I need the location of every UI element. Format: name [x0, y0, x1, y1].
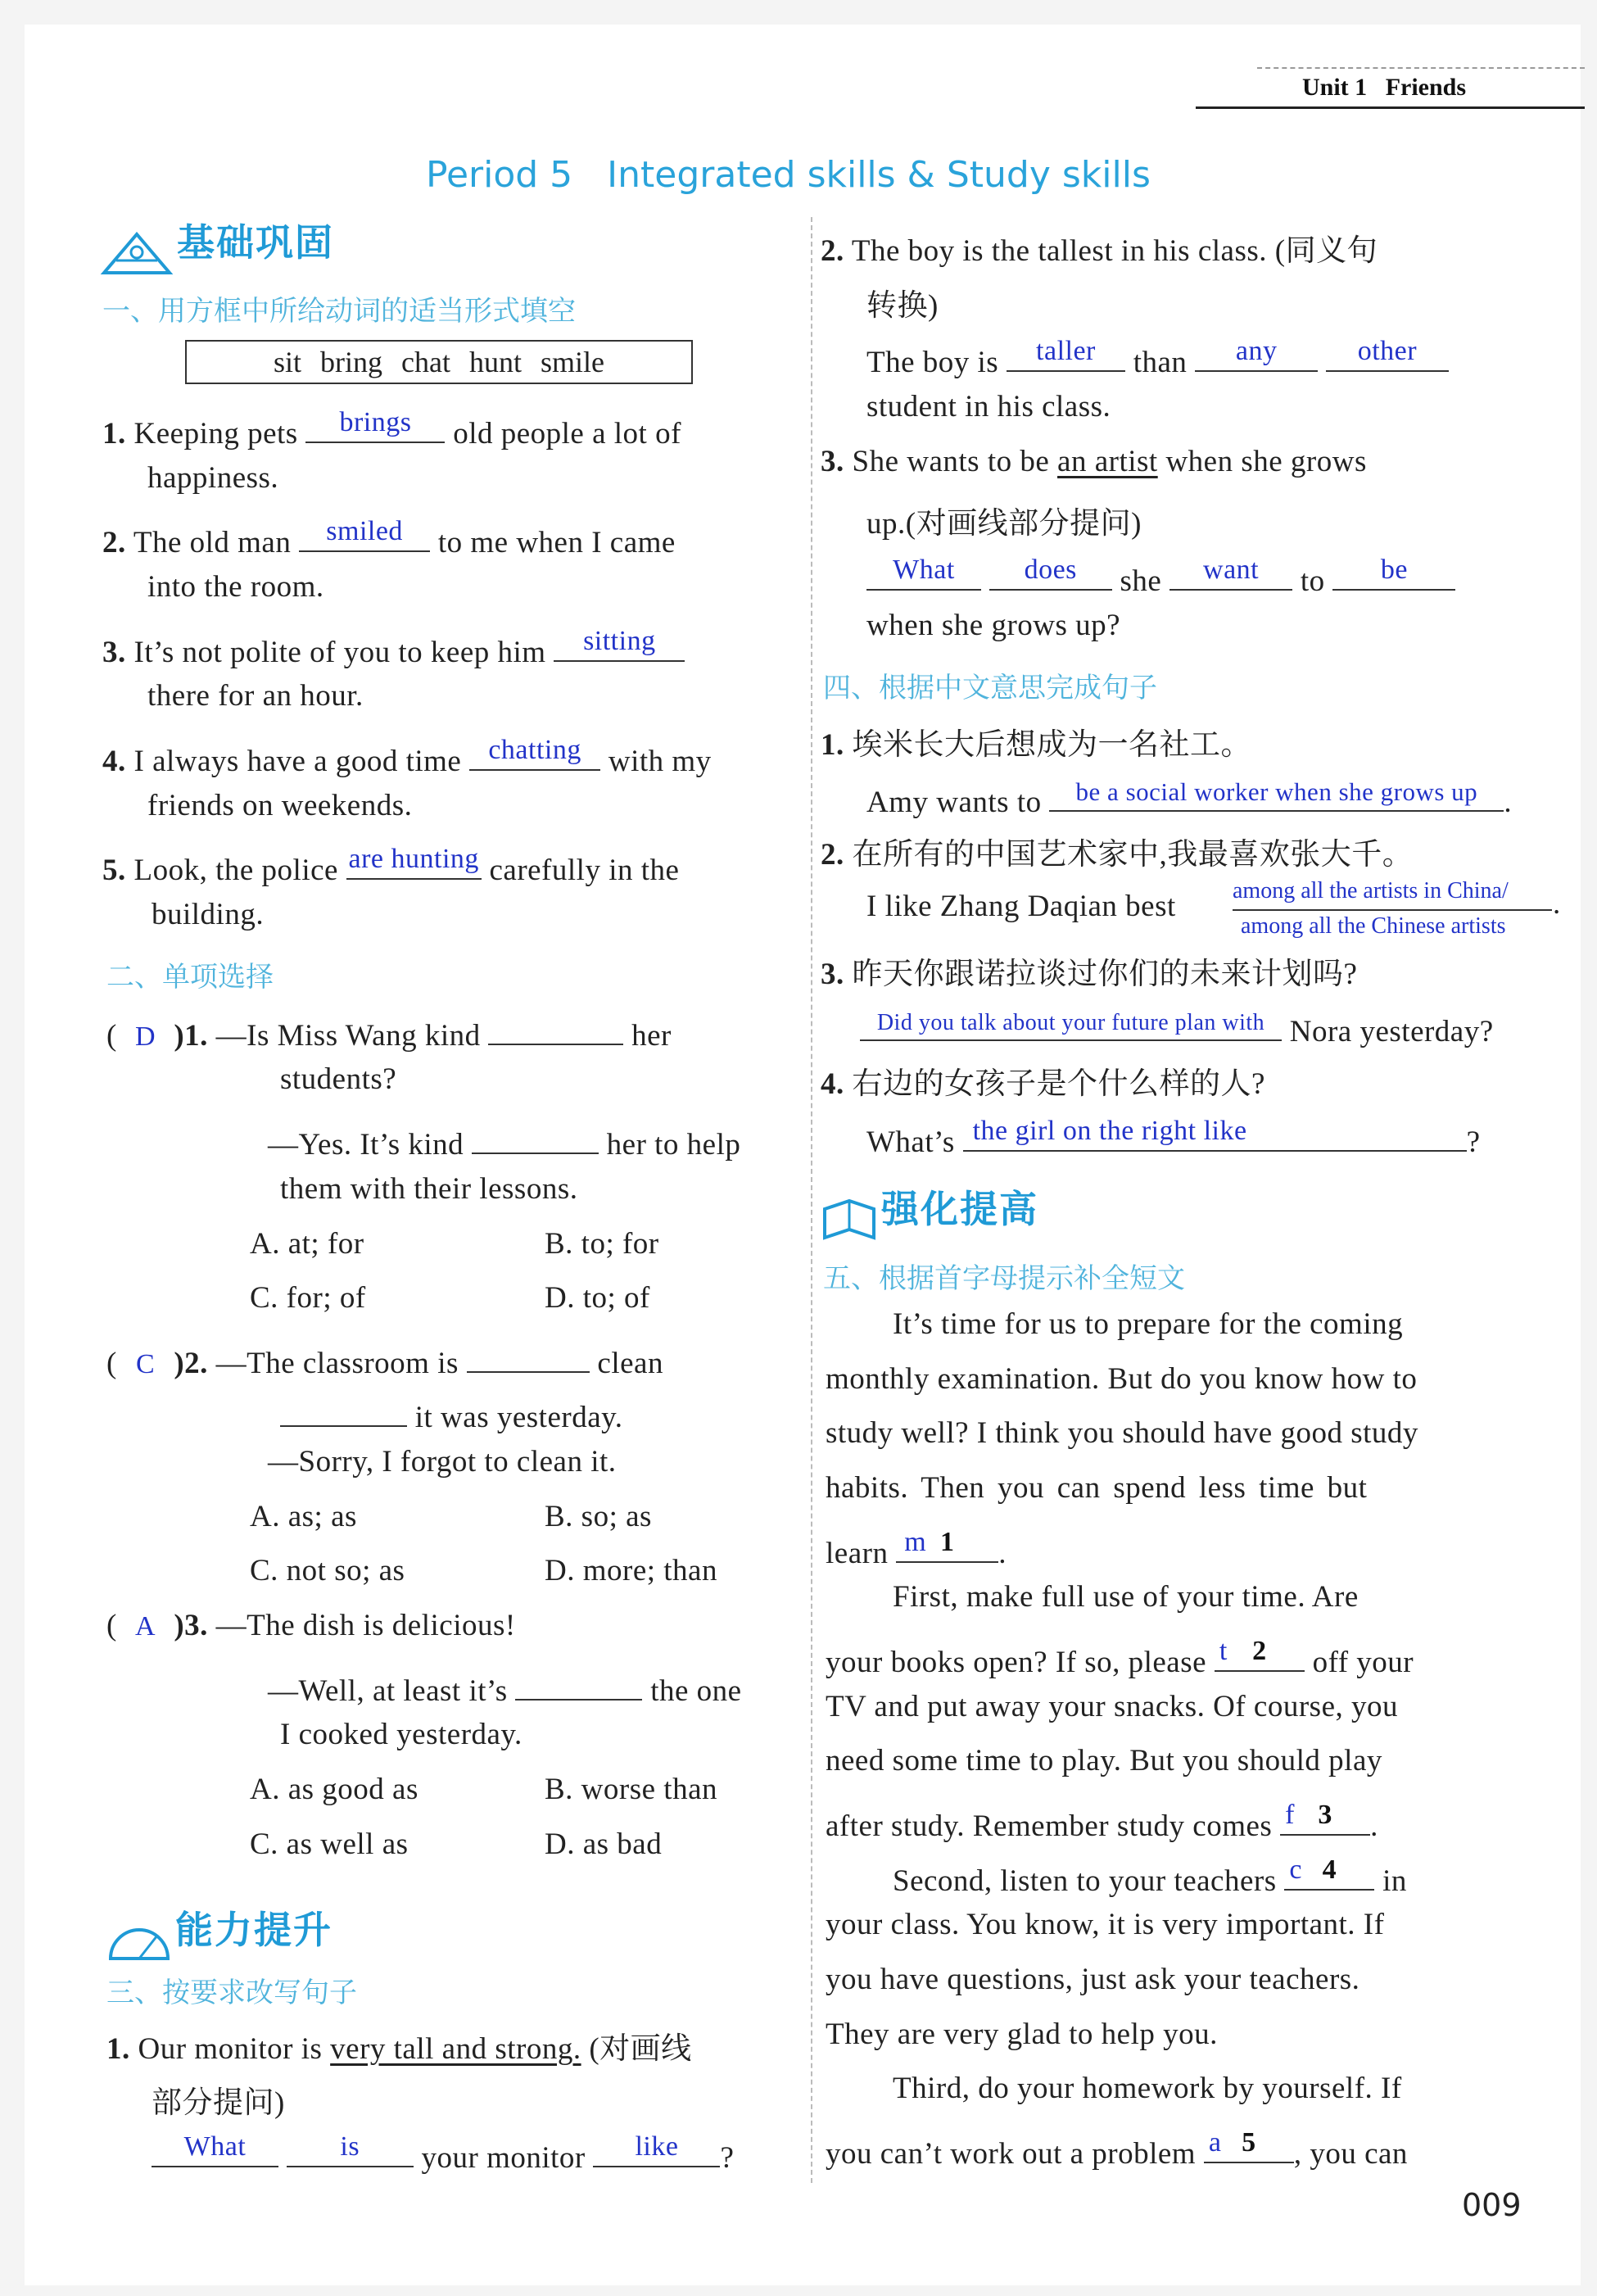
p1-q3-blank[interactable]: sitting — [554, 624, 685, 662]
p1-q3-line2: there for an hour. — [147, 679, 364, 713]
passage-line-15: Third, do your homework by yourself. If — [893, 2072, 1402, 2105]
p2-q2-answer[interactable]: C — [135, 1349, 156, 1379]
p2-q2-line1: ( C )2. —The classroom is clean — [106, 1335, 663, 1381]
p2-q2-opt-c[interactable]: C. not so; as — [250, 1554, 405, 1587]
title-skills: Integrated skills & Study skills — [607, 154, 1151, 196]
passage-blank-4[interactable]: c 4 — [1284, 1853, 1374, 1891]
p4-q4-line1: 4. 右边的女孩子是个什么样的人? — [821, 1067, 1265, 1101]
p1-q5-line1: 5. Look, the police are hunting carefully in the — [102, 844, 680, 887]
p2-q2-blank2[interactable] — [280, 1389, 407, 1427]
ruler-compass-icon — [100, 228, 174, 277]
p3-q1-blank2[interactable]: is — [287, 2130, 414, 2167]
p2-q3-opt-a[interactable]: A. as good as — [250, 1773, 418, 1806]
worksheet-page — [25, 25, 1581, 2285]
banner-strengthen — [821, 1180, 1038, 1242]
section-1-title: 一、用方框中所给动词的适当形式填空 — [102, 295, 576, 328]
passage-line-13: you have questions, just ask your teachers. — [826, 1963, 1360, 1996]
passage-line-12: your class. You know, it is very important. If — [826, 1908, 1385, 1941]
passage-blank-5[interactable]: a 5 — [1204, 2126, 1294, 2163]
p2-q3-line1: ( A )3. —The dish is delicious! — [106, 1609, 516, 1642]
p1-q2-line1: 2. The old man smiled to me when I came — [102, 516, 676, 559]
p2-q2-line3: —Sorry, I forgot to clean it. — [268, 1445, 617, 1479]
p3-q1-blank3[interactable]: like — [593, 2130, 720, 2167]
book-pencil-icon — [821, 1197, 878, 1242]
page-title — [426, 154, 1151, 196]
banner-ability-label: 能力提升 — [175, 1908, 333, 1952]
p2-q1-opt-a[interactable]: A. at; for — [250, 1227, 364, 1261]
p3-q1-blank1[interactable]: What — [152, 2130, 278, 2167]
header-rule-top — [1257, 67, 1585, 69]
p3-q2-blank2[interactable]: any — [1195, 334, 1318, 372]
p1-q1-line2: happiness. — [147, 461, 279, 495]
p2-q1-line2: students? — [280, 1062, 397, 1096]
p4-q3-line1: 3. 昨天你跟诺拉谈过你们的未来计划吗? — [821, 958, 1358, 991]
p1-q5-line2: building. — [152, 898, 265, 931]
passage-line-2: monthly examination. But do you know how to — [826, 1362, 1418, 1396]
p3-q2-line3: The boy is taller than any other — [866, 334, 1449, 380]
header-unit-number: Unit 1 — [1302, 74, 1368, 101]
passage-line-6: First, make full use of your time. Are — [893, 1580, 1359, 1614]
p2-q1-opt-d[interactable]: D. to; of — [545, 1281, 650, 1315]
section-2-title: 二、单项选择 — [106, 961, 274, 994]
p2-q1-blank1[interactable] — [488, 1008, 623, 1045]
p3-q2-blank1[interactable]: taller — [1007, 334, 1125, 372]
p3-q1-line3: What is your monitor like ? — [152, 2130, 734, 2176]
banner-strengthen-label: 强化提高 — [881, 1187, 1038, 1231]
p1-q1-blank[interactable]: brings — [305, 405, 445, 443]
p4-q2-line2: I like Zhang Daqian best — [866, 890, 1176, 923]
p2-q3-line3: I cooked yesterday. — [280, 1718, 523, 1751]
passage-line-11: Second, listen to your teachers c 4 in — [893, 1854, 1407, 1898]
p4-q2-blank[interactable] — [1233, 909, 1552, 911]
p3-q3-blank4[interactable]: be — [1332, 553, 1455, 591]
p3-q2-blank3[interactable]: other — [1326, 334, 1449, 372]
banner-basic — [100, 213, 334, 277]
header-rule — [1196, 106, 1585, 109]
page-number: 009 — [1462, 2187, 1522, 2223]
passage-line-4: habits. Then you can spend less time but — [826, 1471, 1368, 1505]
p4-q2-answer-line1: among all the artists in China/ — [1233, 878, 1509, 903]
passage-blank-1[interactable]: m 1 — [896, 1525, 998, 1563]
p3-q2-line4: student in his class. — [866, 390, 1111, 423]
column-divider — [811, 217, 812, 2183]
p1-q4-line2: friends on weekends. — [147, 789, 413, 822]
p3-q3-line1: 3. She wants to be an artist when she grows — [821, 445, 1367, 478]
p2-q3-line2: —Well, at least it’s the one — [268, 1663, 742, 1709]
p3-q3-blank2[interactable]: does — [989, 553, 1112, 591]
p2-q1-line1: ( D )1. —Is Miss Wang kind her — [106, 1008, 672, 1053]
p2-q1-answer[interactable]: D — [135, 1021, 156, 1052]
p3-q3-line3: What does she want to be — [866, 553, 1455, 599]
passage-line-8: TV and put away your snacks. Of course, you — [826, 1690, 1398, 1723]
p3-q1-line1: 1. Our monitor is very tall and strong. (对画线 — [106, 2032, 692, 2066]
passage-line-9: need some time to play. But you should play — [826, 1744, 1382, 1777]
passage-line-1: It’s time for us to prepare for the coming — [893, 1307, 1404, 1341]
p2-q3-answer[interactable]: A — [135, 1611, 156, 1642]
header-unit-topic: Friends — [1385, 74, 1467, 101]
p2-q3-blank[interactable] — [515, 1663, 642, 1700]
p2-q2-opt-b[interactable]: B. so; as — [545, 1500, 652, 1533]
p4-q4-blank[interactable]: the girl on the right like — [963, 1114, 1467, 1152]
p1-q3-line1: 3. It’s not polite of you to keep him sitting — [102, 624, 685, 670]
p4-q1-blank[interactable]: be a social worker when she grows up — [1049, 774, 1504, 812]
p2-q2-line2: it was yesterday. — [280, 1389, 622, 1435]
passage-blank-2[interactable]: t 2 — [1215, 1634, 1305, 1672]
p4-q2-answer-line2: among all the Chinese artists — [1241, 913, 1506, 939]
p4-q2-line1: 2. 在所有的中国艺术家中,我最喜欢张大千。 — [821, 838, 1414, 872]
p2-q1-opt-b[interactable]: B. to; for — [545, 1227, 659, 1261]
p2-q2-opt-a[interactable]: A. as; as — [250, 1500, 357, 1533]
p1-q2-line2: into the room. — [147, 570, 324, 604]
p2-q1-line3: —Yes. It’s kind her to help — [268, 1116, 740, 1162]
section-5-title: 五、根据首字母提示补全短文 — [823, 1262, 1185, 1295]
p1-q5-blank[interactable]: are hunting — [346, 842, 482, 880]
p4-q1-line2: Amy wants to be a social worker when she grows up . — [866, 774, 1512, 820]
p2-q2-blank1[interactable] — [467, 1335, 590, 1373]
passage-line-10: after study. Remember study comes f 3 . — [826, 1800, 1378, 1843]
p2-q3-opt-d[interactable]: D. as bad — [545, 1827, 663, 1861]
p3-q2-line1: 2. The boy is the tallest in his class. (同义句 — [821, 234, 1378, 268]
p3-q1-line2: 部分提问) — [152, 2086, 285, 2120]
p1-q2-blank[interactable]: smiled — [299, 514, 430, 552]
p4-q3-line2: Did you talk about your future plan with Nora yesterday? — [860, 1003, 1494, 1049]
p4-q2-end: . — [1553, 887, 1561, 921]
passage-line-14: They are very glad to help you. — [826, 2017, 1218, 2051]
p2-q1-blank2[interactable] — [472, 1116, 599, 1154]
p4-q1-line1: 1. 埃米长大后想成为一名社工。 — [821, 728, 1251, 762]
passage-line-3: study well? I think you should have good study — [826, 1416, 1418, 1450]
banner-basic-label: 基础巩固 — [177, 220, 334, 265]
p2-q1-opt-c[interactable]: C. for; of — [250, 1281, 366, 1315]
passage-line-5: learn m 1 . — [826, 1527, 1007, 1570]
p1-q4-blank[interactable]: chatting — [469, 733, 600, 771]
passage-line-16: you can’t work out a problem a 5 , you can — [826, 2127, 1408, 2171]
section-3-title: 三、按要求改写句子 — [106, 1977, 357, 2009]
banner-ability — [106, 1900, 333, 1963]
word-box: sit bring chat hunt smile — [185, 340, 693, 384]
section-4-title: 四、根据中文意思完成句子 — [823, 672, 1157, 704]
p1-q1-line1: 1. Keeping pets brings old people a lot of — [102, 407, 681, 451]
p2-q2-opt-d[interactable]: D. more; than — [545, 1554, 717, 1587]
header-unit — [1302, 74, 1466, 102]
p3-q3-line2: up.(对画线部分提问) — [866, 507, 1142, 541]
p1-q4-line1: 4. I always have a good time chatting with my — [102, 735, 712, 778]
p2-q3-opt-c[interactable]: C. as well as — [250, 1827, 409, 1861]
p3-q3-line4: when she grows up? — [866, 609, 1121, 642]
p4-q3-blank[interactable]: Did you talk about your future plan with — [860, 1003, 1282, 1041]
p3-q3-blank1[interactable]: What — [866, 553, 981, 591]
p2-q3-opt-b[interactable]: B. worse than — [545, 1773, 717, 1806]
p2-q1-line4: them with their lessons. — [280, 1172, 578, 1206]
protractor-icon — [106, 1918, 172, 1963]
title-period: Period 5 — [426, 154, 573, 196]
p3-q2-line2: 转换) — [866, 289, 939, 323]
p4-q4-line2: What’s the girl on the right like ? — [866, 1116, 1481, 1159]
passage-blank-3[interactable]: f 3 — [1280, 1798, 1370, 1836]
p3-q3-blank3[interactable]: want — [1169, 553, 1292, 591]
passage-line-7: your books open? If so, please t 2 off your — [826, 1636, 1414, 1679]
